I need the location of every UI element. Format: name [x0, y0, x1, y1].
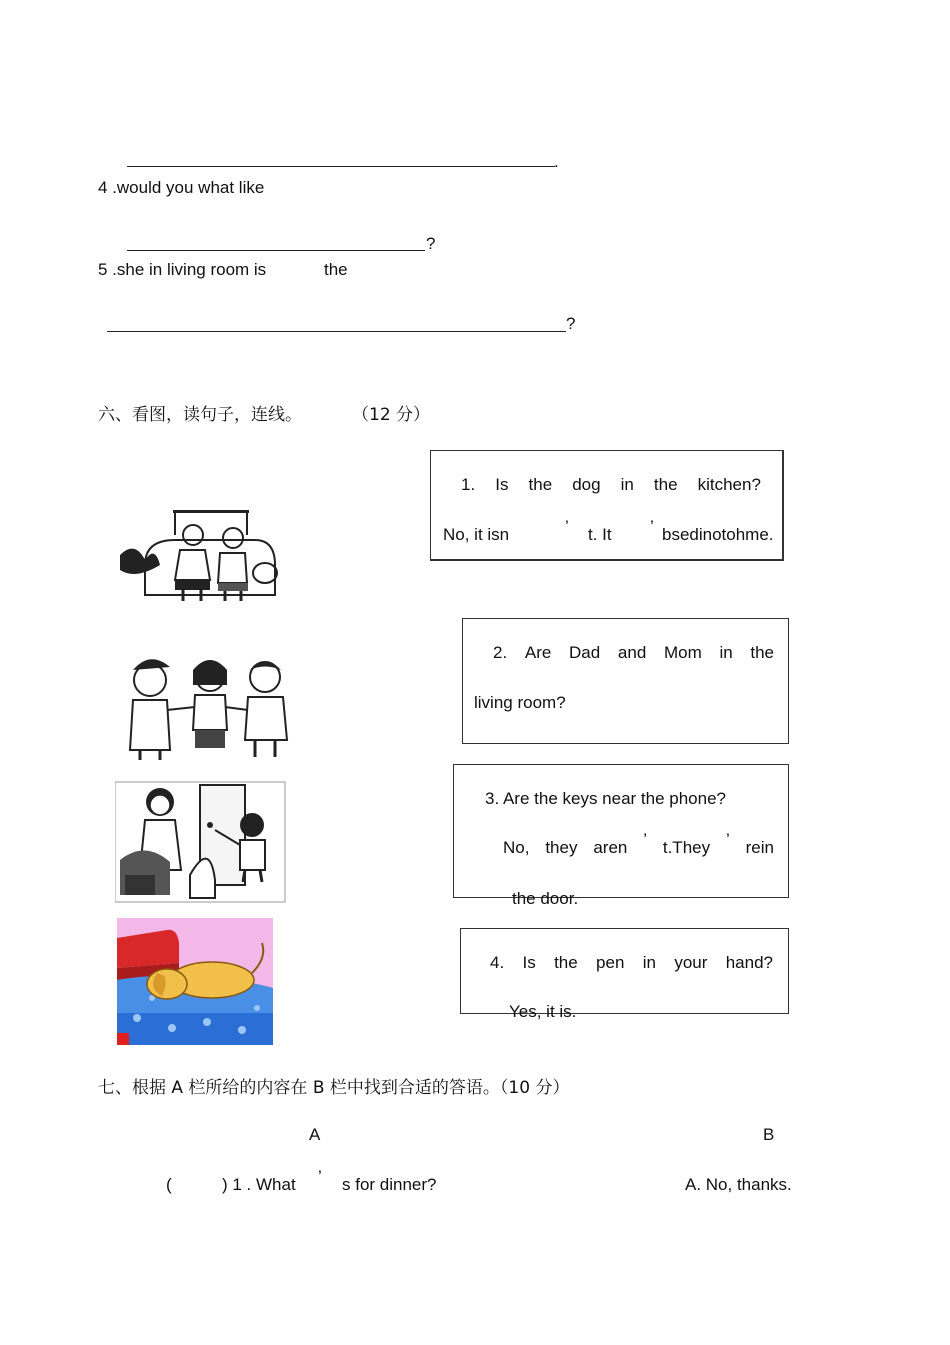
section-6-heading: 六、看图，读句子，连线。: [98, 405, 302, 425]
sentence-box-1[interactable]: [430, 450, 784, 561]
box-2-word: Are: [524, 643, 552, 662]
box-4-word: in: [642, 953, 656, 972]
box-1-word: kitchen?: [697, 475, 761, 494]
box-1-num: 1.: [461, 475, 476, 494]
question-4: 4 .would you what like: [98, 178, 265, 197]
box-1-word: the: [528, 475, 553, 494]
box-3-word: rein: [745, 838, 774, 857]
q1-answer-paren-open[interactable]: (: [166, 1175, 172, 1194]
blank-4-end: ?: [426, 234, 436, 253]
question-5-part2: the: [324, 260, 348, 279]
sofa-couple-picture: [115, 505, 280, 605]
box-2-word: in: [719, 643, 733, 662]
answer-blank-4[interactable]: [127, 250, 425, 251]
column-b-label: B: [763, 1125, 775, 1144]
question-5-part1: 5 .she in living room is: [98, 260, 267, 279]
box-1-answer-a: No, it isn: [443, 525, 510, 544]
box-2-line-2: living room?: [474, 693, 566, 712]
section-7-heading: 七、根据 A 栏所给的内容在 B 栏中找到合适的答语。（10 分）: [98, 1078, 570, 1098]
box-1-apos-2: ’: [650, 517, 654, 536]
q1-question-end: s for dinner?: [342, 1175, 437, 1194]
box-3-word: t.They: [662, 838, 711, 857]
column-a-label: A: [309, 1125, 321, 1144]
box-4-line-2: Yes, it is.: [509, 1002, 577, 1021]
box-1-question: [461, 475, 761, 495]
door-keys-picture: [115, 780, 287, 905]
box-3-answer: [503, 830, 774, 858]
box-4-word: hand?: [725, 953, 773, 972]
box-3-word: aren: [593, 838, 628, 857]
box-4-question: [490, 953, 773, 973]
box-3-word: ’: [643, 830, 647, 849]
box-1-answer-c: bsedinotohme.: [662, 525, 774, 544]
box-1-word: the: [653, 475, 678, 494]
section-6-score: （12 分）: [352, 405, 431, 425]
box-3-word: ’: [725, 830, 730, 849]
box-3-word: No,: [503, 838, 530, 857]
q1-apostrophe: ’: [318, 1167, 322, 1186]
q1-question-start: ) 1 . What: [222, 1175, 296, 1194]
sentence-box-2[interactable]: [462, 618, 789, 744]
box-4-word: the: [554, 953, 578, 972]
box-1-word: in: [620, 475, 634, 494]
box-4-word: your: [674, 953, 708, 972]
box-1-word: Is: [495, 475, 509, 494]
box-2-word: Dad: [569, 643, 601, 662]
box-4-word: pen: [596, 953, 625, 972]
box-1-answer-b: t. It: [588, 525, 612, 544]
answer-blank-3[interactable]: [127, 166, 555, 167]
dog-on-bed-picture: [117, 918, 273, 1045]
box-2-question: [493, 643, 774, 663]
answer-option-a: A. No, thanks.: [685, 1175, 792, 1194]
box-3-question: 3. Are the keys near the phone?: [485, 789, 727, 808]
box-3-line-3: the door.: [512, 889, 579, 908]
box-4-word: Is: [522, 953, 536, 972]
box-2-num: 2.: [493, 643, 508, 662]
box-1-apos-1: ’: [565, 517, 569, 536]
box-2-word: the: [750, 643, 774, 662]
answer-blank-5[interactable]: [107, 331, 566, 332]
box-4-num: 4.: [490, 953, 505, 972]
box-3-word: they: [545, 838, 578, 857]
sentence-box-3[interactable]: [453, 764, 789, 898]
three-kids-picture: [115, 645, 295, 770]
box-2-word: Mom: [663, 643, 702, 662]
blank-5-end: ?: [566, 314, 576, 333]
box-2-word: and: [617, 643, 647, 662]
box-1-word: dog: [572, 475, 601, 494]
blank-3-end: .: [554, 152, 559, 171]
